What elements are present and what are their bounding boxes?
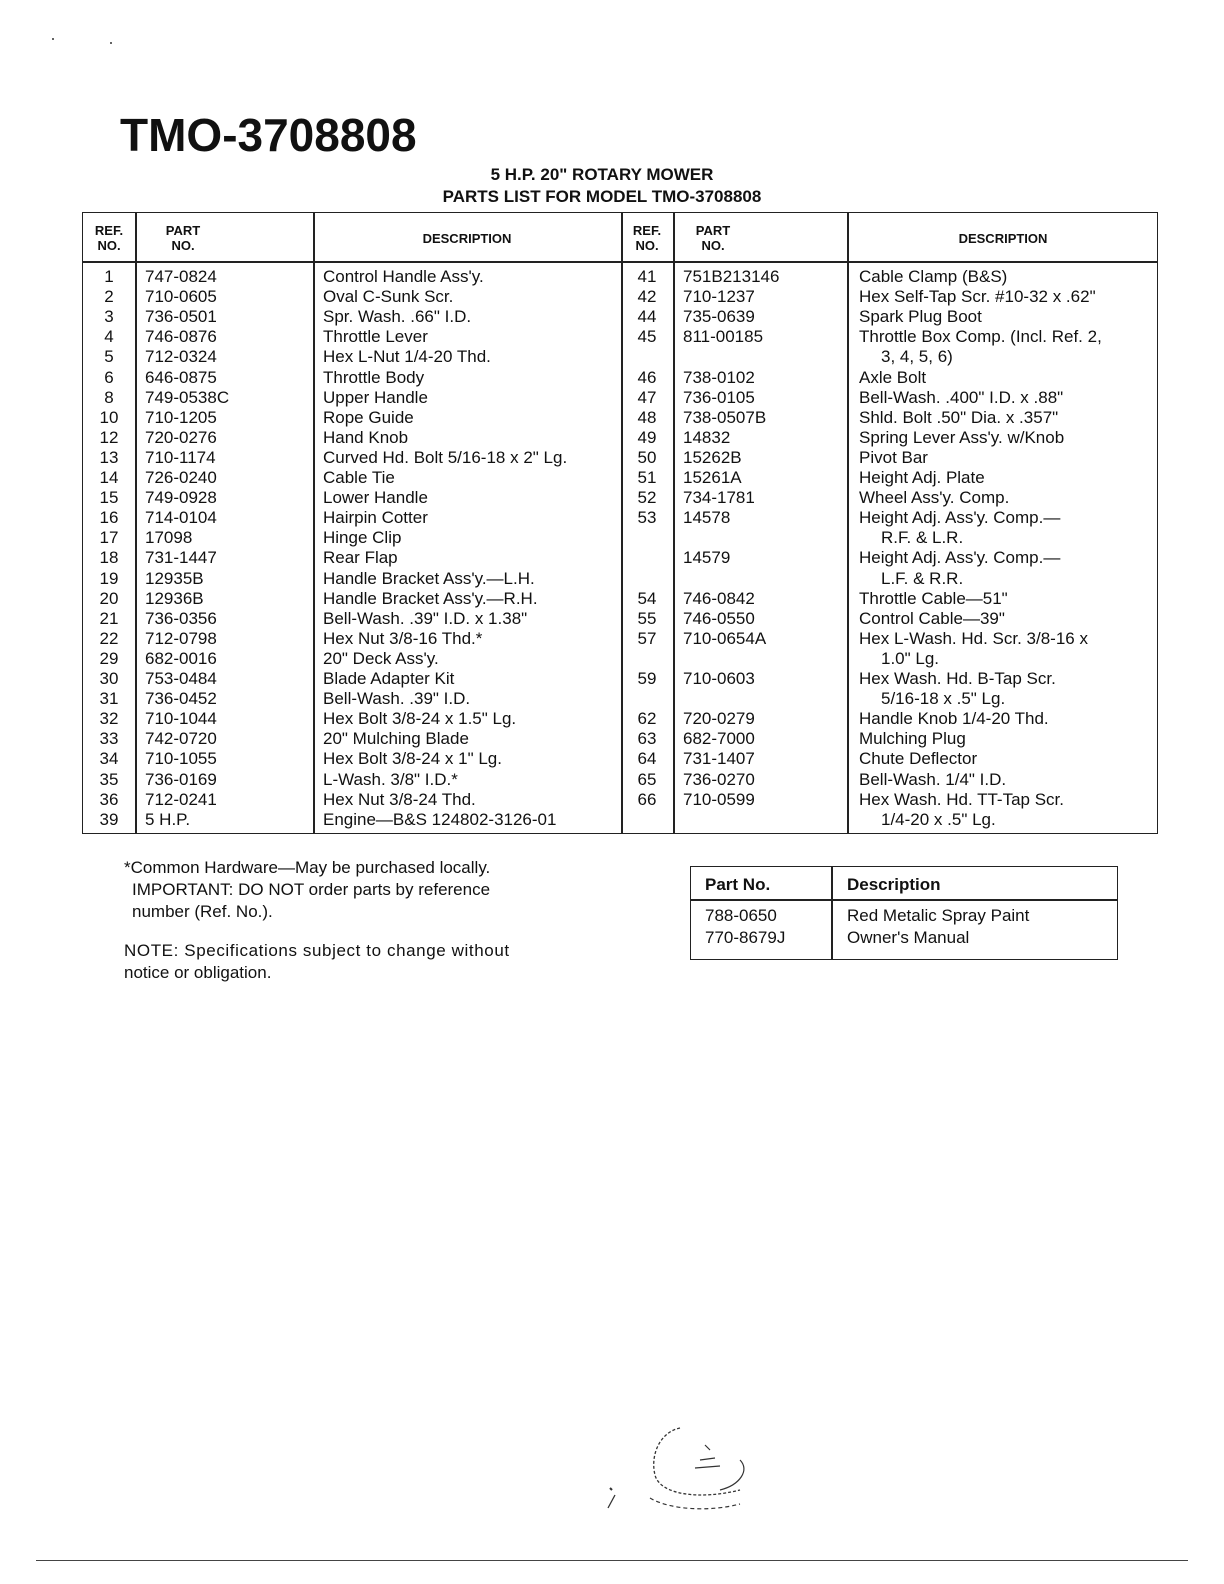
part-number: 731-1447	[145, 548, 217, 568]
header-ref-right	[621, 223, 673, 253]
part-description: Wheel Ass'y. Comp.	[859, 488, 1010, 508]
part-description: L.F. & R.R.	[881, 568, 964, 588]
part-number: 736-0169	[145, 769, 217, 789]
part-description: Control Cable—39"	[859, 608, 1005, 628]
table-row	[83, 528, 1157, 548]
part-number: 710-0603	[683, 669, 755, 688]
specifications-note	[124, 940, 614, 984]
part-description: Bell-Wash. .39" I.D. x 1.38"	[323, 608, 528, 628]
part-description: Hex L-Nut 1/4-20 Thd.	[323, 347, 491, 367]
part-description: Engine—B&S 124802-3126-01	[323, 809, 557, 829]
part-number: 736-0356	[145, 608, 217, 628]
ref-number: 5	[104, 347, 114, 367]
header-part-line2: NO.	[701, 238, 725, 253]
ref-number: 59	[637, 669, 657, 688]
part-description: Throttle Body	[323, 367, 425, 387]
part-number: 742-0720	[145, 729, 217, 749]
part-description: Spark Plug Boot	[859, 307, 982, 327]
table-row	[83, 790, 1157, 810]
part-number: 736-0452	[145, 689, 217, 709]
ref-number: 65	[637, 769, 657, 789]
part-description: Cable Tie	[323, 468, 395, 487]
ref-number: 32	[99, 709, 119, 729]
ref-number: 2	[104, 287, 114, 307]
part-description: Height Adj. Ass'y. Comp.—	[859, 508, 1061, 528]
part-number: 738-0102	[683, 367, 755, 387]
part-description: Chute Deflector	[859, 749, 978, 769]
part-number: 15262B	[683, 447, 742, 467]
table-row	[83, 810, 1157, 830]
table-row	[83, 609, 1157, 629]
additional-parts-table	[690, 866, 1118, 960]
ref-number: 14	[99, 468, 119, 487]
ref-number: 3	[104, 307, 114, 327]
part-description: Axle Bolt	[859, 367, 927, 387]
part-number: 682-7000	[683, 729, 755, 749]
part-description: Handle Knob 1/4-20 Thd.	[859, 709, 1049, 729]
ref-number: 35	[99, 769, 119, 789]
part-number: 746-0550	[683, 608, 755, 628]
part-description: Hinge Clip	[323, 528, 402, 548]
part-description: Mulching Plug	[859, 729, 966, 749]
table-row	[83, 468, 1157, 488]
part-description: 5/16-18 x .5" Lg.	[881, 689, 1006, 709]
part-description: Lower Handle	[323, 488, 428, 508]
part-number: 15261A	[683, 468, 742, 487]
part-number: 736-0270	[683, 769, 755, 789]
header-part-no: Part No.	[705, 875, 771, 894]
extra-part-no: 788-0650	[705, 906, 777, 925]
document-title: TMO-3708808	[120, 109, 417, 161]
ref-number: 51	[637, 468, 657, 487]
part-number: 710-1044	[145, 709, 217, 729]
ref-number: 52	[637, 488, 657, 508]
header-part-line1: PART	[695, 223, 731, 238]
part-number: 720-0279	[683, 709, 755, 729]
part-number: 5 H.P.	[145, 809, 191, 829]
ref-number: 13	[99, 447, 119, 467]
header-description: Description	[847, 875, 941, 894]
part-description: Oval C-Sunk Scr.	[323, 287, 454, 307]
table-row	[83, 629, 1157, 649]
part-number: 736-0105	[683, 387, 755, 407]
part-description: 1.0" Lg.	[881, 648, 940, 668]
header-part	[153, 223, 213, 253]
header-part-right	[683, 223, 743, 253]
part-description: Hex Bolt 3/8-24 x 1" Lg.	[323, 749, 502, 769]
part-description: Throttle Cable—51"	[859, 588, 1008, 608]
note-line: number (Ref. No.).	[132, 902, 273, 921]
ref-number: 42	[637, 287, 657, 307]
ref-number: 31	[99, 689, 119, 709]
table-row	[83, 287, 1157, 307]
part-description: 1/4-20 x .5" Lg.	[881, 809, 996, 829]
note-line: NOTE: Specifications subject to change without	[124, 941, 510, 960]
part-description: 3, 4, 5, 6)	[881, 347, 953, 367]
table-row	[83, 589, 1157, 609]
part-number: 753-0484	[145, 669, 217, 688]
ref-number: 57	[637, 628, 657, 648]
part-description: Height Adj. Plate	[859, 468, 985, 487]
part-number: 712-0324	[145, 347, 217, 367]
part-description: Hex L-Wash. Hd. Scr. 3/8-16 x	[859, 628, 1088, 648]
part-description: Hex Wash. Hd. B-Tap Scr.	[859, 669, 1056, 688]
part-number: 726-0240	[145, 468, 217, 487]
part-description: Bell-Wash. 1/4" I.D.	[859, 769, 1007, 789]
subtitle-parts-list: PARTS LIST FOR MODEL TMO-3708808	[442, 187, 762, 206]
table-row	[83, 689, 1157, 709]
table-row	[83, 488, 1157, 508]
part-number: 712-0798	[145, 628, 217, 648]
part-description: Throttle Box Comp. (Incl. Ref. 2,	[859, 327, 1102, 347]
ref-number: 15	[99, 488, 119, 508]
part-description: Hairpin Cotter	[323, 508, 428, 528]
scan-speck	[110, 42, 112, 44]
handwritten-mark	[590, 1420, 770, 1520]
part-number: 710-1237	[683, 287, 755, 307]
part-number: 710-0605	[145, 287, 217, 307]
table-row	[83, 548, 1157, 568]
header-description-right: DESCRIPTION	[958, 231, 1048, 246]
part-number: 712-0241	[145, 789, 217, 809]
common-hardware-note	[124, 857, 490, 923]
header-part-line1: PART	[165, 223, 201, 238]
part-description: Shld. Bolt .50" Dia. x .357"	[859, 407, 1059, 427]
header-ref-line1: REF.	[94, 223, 124, 238]
ref-number: 53	[637, 508, 657, 528]
part-description: L-Wash. 3/8" I.D.*	[323, 769, 458, 789]
note-line: notice or obligation.	[124, 963, 272, 982]
part-description: Handle Bracket Ass'y.—R.H.	[323, 588, 538, 608]
part-number: 747-0824	[145, 267, 217, 286]
ref-number: 21	[99, 608, 119, 628]
table-row	[83, 669, 1157, 689]
part-number: 751B213146	[683, 267, 780, 286]
ref-number: 6	[104, 367, 114, 387]
ref-number: 17	[99, 528, 119, 548]
part-description: Hex Nut 3/8-16 Thd.*	[323, 628, 483, 648]
part-number: 710-1205	[145, 407, 217, 427]
part-number: 17098	[145, 528, 193, 548]
part-description: Bell-Wash. .39" I.D.	[323, 689, 471, 709]
part-number: 14832	[683, 427, 731, 447]
ref-number: 4	[104, 327, 114, 347]
part-number: 735-0639	[683, 307, 755, 327]
ref-number: 50	[637, 447, 657, 467]
ref-number: 12	[99, 427, 119, 447]
part-number: 12935B	[145, 568, 204, 588]
part-description: Handle Bracket Ass'y.—L.H.	[323, 568, 535, 588]
page-bottom-rule	[36, 1560, 1188, 1561]
part-description: Curved Hd. Bolt 5/16-18 x 2" Lg.	[323, 447, 568, 467]
ref-number: 64	[637, 749, 657, 769]
part-number: 682-0016	[145, 648, 217, 668]
ref-number: 16	[99, 508, 119, 528]
ref-number: 63	[637, 729, 657, 749]
header-ref-line1: REF.	[632, 223, 662, 238]
part-description: Spr. Wash. .66" I.D.	[323, 307, 472, 327]
ref-number: 47	[637, 387, 657, 407]
ref-number: 36	[99, 789, 119, 809]
part-description: Hand Knob	[323, 427, 409, 447]
header-ref-line2: NO.	[97, 238, 121, 253]
header-part-line2: NO.	[171, 238, 195, 253]
part-number: 731-1407	[683, 749, 755, 769]
ref-number: 54	[637, 588, 657, 608]
table-row	[83, 709, 1157, 729]
part-number: 710-0654A	[683, 628, 767, 648]
part-description: Hex Bolt 3/8-24 x 1.5" Lg.	[323, 709, 517, 729]
part-description: 20" Mulching Blade	[323, 729, 469, 749]
part-number: 811-00185	[683, 327, 764, 347]
part-number: 710-0599	[683, 789, 755, 809]
ref-number: 55	[637, 608, 657, 628]
ref-number: 33	[99, 729, 119, 749]
part-description: Pivot Bar	[859, 447, 928, 467]
part-number: 738-0507B	[683, 407, 767, 427]
part-number: 720-0276	[145, 427, 217, 447]
extra-description: Owner's Manual	[847, 928, 970, 947]
header-divider	[691, 899, 1117, 901]
extra-description: Red Metalic Spray Paint	[847, 906, 1030, 925]
table-row	[83, 327, 1157, 347]
header-ref	[83, 223, 135, 253]
part-description: Hex Self-Tap Scr. #10-32 x .62"	[859, 287, 1096, 307]
table-row	[83, 428, 1157, 448]
part-description: Throttle Lever	[323, 327, 428, 347]
part-description: Upper Handle	[323, 387, 428, 407]
subtitle-mower: 5 H.P. 20" ROTARY MOWER	[490, 165, 714, 184]
table-row	[83, 307, 1157, 327]
table-row	[83, 569, 1157, 589]
part-number: 12936B	[145, 588, 204, 608]
ref-number: 49	[637, 427, 657, 447]
part-number: 714-0104	[145, 508, 217, 528]
table-row	[83, 729, 1157, 749]
table-row	[83, 770, 1157, 790]
part-description: 20" Deck Ass'y.	[323, 648, 439, 668]
column-divider	[831, 867, 833, 959]
part-description: Cable Clamp (B&S)	[859, 267, 1008, 286]
part-number: 646-0875	[145, 367, 217, 387]
ref-number: 30	[99, 669, 119, 688]
table-row	[83, 649, 1157, 669]
part-number: 746-0876	[145, 327, 217, 347]
ref-number: 20	[99, 588, 119, 608]
part-description: Hex Nut 3/8-24 Thd.	[323, 789, 476, 809]
table-row	[83, 388, 1157, 408]
table-row	[83, 508, 1157, 528]
part-number: 749-0538C	[145, 387, 230, 407]
header-description: DESCRIPTION	[422, 231, 512, 246]
part-description: Rear Flap	[323, 548, 398, 568]
ref-number: 29	[99, 648, 119, 668]
part-number: 749-0928	[145, 488, 217, 508]
part-description: Control Handle Ass'y.	[323, 267, 484, 286]
table-row	[83, 408, 1157, 428]
ref-number: 45	[637, 327, 657, 347]
parts-table	[82, 212, 1158, 834]
part-number: 746-0842	[683, 588, 755, 608]
ref-number: 39	[99, 809, 119, 829]
part-number: 710-1055	[145, 749, 217, 769]
ref-number: 8	[104, 387, 114, 407]
part-description: Height Adj. Ass'y. Comp.—	[859, 548, 1061, 568]
part-number: 736-0501	[145, 307, 217, 327]
ref-number: 34	[99, 749, 119, 769]
table-row	[83, 749, 1157, 769]
table-row	[83, 448, 1157, 468]
header-divider	[83, 261, 1157, 263]
part-number: 710-1174	[145, 447, 216, 467]
scan-speck	[52, 38, 54, 40]
part-description: Blade Adapter Kit	[323, 669, 455, 688]
table-row	[83, 347, 1157, 367]
part-number: 734-1781	[683, 488, 755, 508]
part-description: Rope Guide	[323, 407, 414, 427]
ref-number: 66	[637, 789, 657, 809]
table-row	[83, 267, 1157, 287]
ref-number: 46	[637, 367, 657, 387]
ref-number: 19	[99, 568, 119, 588]
ref-number: 1	[104, 267, 114, 286]
note-line: *Common Hardware—May be purchased locally.	[124, 858, 491, 877]
extra-part-no: 770-8679J	[705, 928, 786, 947]
part-description: Spring Lever Ass'y. w/Knob	[859, 427, 1065, 447]
ref-number: 10	[99, 407, 119, 427]
part-description: R.F. & L.R.	[881, 528, 964, 548]
ref-number: 44	[637, 307, 657, 327]
part-number: 14579	[683, 548, 731, 568]
part-description: Bell-Wash. .400" I.D. x .88"	[859, 387, 1064, 407]
part-description: Hex Wash. Hd. TT-Tap Scr.	[859, 789, 1065, 809]
table-row	[83, 368, 1157, 388]
part-number: 14578	[683, 508, 731, 528]
note-line: IMPORTANT: DO NOT order parts by reference	[132, 880, 491, 899]
ref-number: 18	[99, 548, 119, 568]
ref-number: 48	[637, 407, 657, 427]
ref-number: 41	[637, 267, 657, 286]
header-ref-line2: NO.	[635, 238, 659, 253]
ref-number: 22	[99, 628, 119, 648]
ref-number: 62	[637, 709, 657, 729]
